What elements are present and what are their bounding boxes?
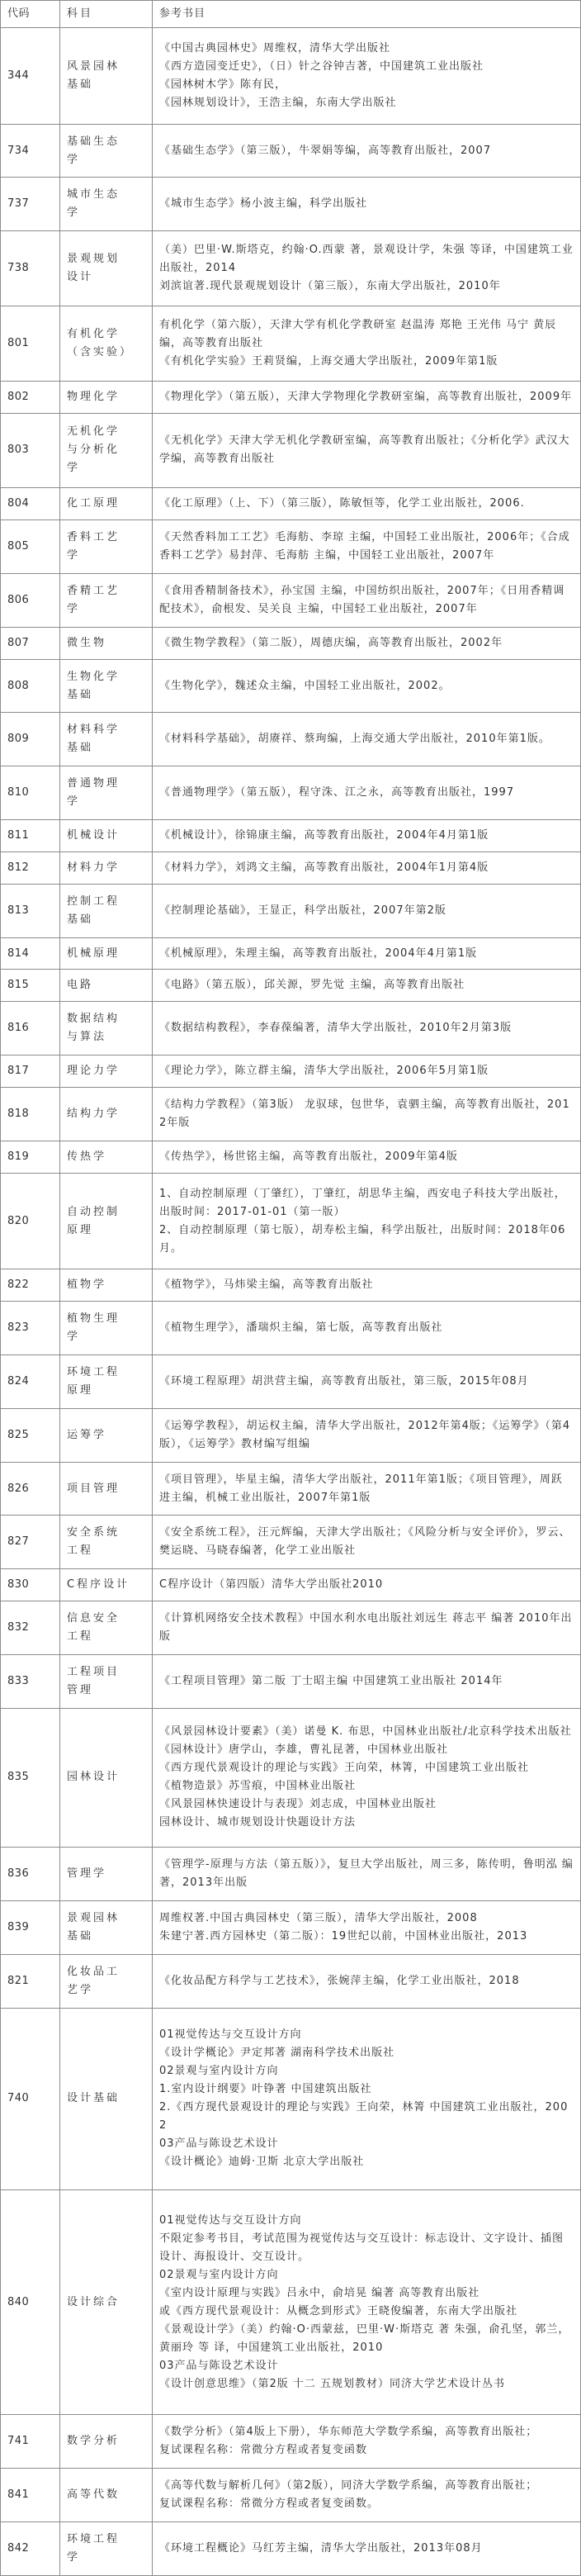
reference-line: 《物理化学》（第五版），天津大学物理化学教研室编，高等教育出版社，2009年	[159, 390, 573, 403]
course-code: 817	[1, 1056, 60, 1088]
reference-line: 02景观与室内设计方向	[159, 2268, 279, 2281]
course-subject: 机械设计	[60, 820, 153, 852]
course-subject: 工程项目管理	[60, 1655, 153, 1709]
reference-line: 《微生物学教程》（第二版），周德庆编，高等教育出版社，2002年	[159, 636, 503, 649]
course-code: 833	[1, 1655, 60, 1709]
course-code: 803	[1, 414, 60, 489]
table-row	[1, 1901, 581, 1955]
reference-line: 《结构力学教程》（第3版） 龙驭球，包世华，袁驷主编，高等教育出版社，2012年版	[159, 1098, 570, 1129]
reference-line: 《项目管理》，毕星主编，清华大学出版社，2011年第1版；《项目管理》，周跃进主编，机械工业出版社，2007年第1版	[159, 1473, 563, 1504]
reference-line: 《传热学》，杨世铭主编，高等教育出版社，2009年第4版	[159, 1150, 458, 1163]
reference-books	[153, 970, 581, 1002]
reference-line: 《环境工程概论》马红芳主编，清华大学出版社，2013年08月	[159, 2541, 483, 2555]
reference-books	[153, 2190, 581, 2415]
course-code: 801	[1, 306, 60, 382]
reference-line: 《电路》（第五版），邱关源，罗先觉 主编，高等教育出版社	[159, 979, 465, 992]
table-row	[1, 1355, 581, 1409]
reference-line: 《计算机网络安全技术教程》中国水利水电出版社刘远生 蒋志平 编著 2010年出版	[159, 1611, 573, 1643]
reference-line: 《设计概论》迪姆·卫斯 北京大学出版社	[159, 2156, 365, 2169]
reference-line: 复试课程名称：常微分方程或者复变函数。	[159, 2497, 380, 2510]
reference-line: 朱建宁著.西方园林史（第二版）：19世纪以前，中国林业出版社，2013	[159, 1929, 528, 1943]
reference-line: 《中国古典园林史》周维权，清华大学出版社	[159, 41, 391, 55]
reference-line: 《高等代数与解析几何》（第2版），同济大学数学系编，高等教育出版社；	[159, 2479, 538, 2492]
course-subject: 机械原理	[60, 938, 153, 970]
course-code: 802	[1, 382, 60, 414]
table-row	[1, 2469, 581, 2522]
reference-books	[153, 574, 581, 628]
reference-line: 有机化学（第六版），天津大学有机化学教研室 赵温涛 郑艳 王光伟 马宁 黄辰 编，高等教育出版社	[159, 318, 557, 349]
course-code: 805	[1, 520, 60, 574]
reference-line: 或《西方现代景观设计：从概念到形式》王晓俊编著，东南大学出版社	[159, 2304, 518, 2317]
course-subject: 控制工程基础	[60, 885, 153, 938]
course-subject: 微生物	[60, 628, 153, 660]
course-subject: 城市生态学	[60, 178, 153, 231]
course-code: 738	[1, 231, 60, 306]
reference-line: 复试课程名称：常微分方程或者复变函数	[159, 2444, 368, 2457]
reference-line: 《园林规划设计》，王浩主编，东南大学出版社	[159, 96, 397, 109]
course-subject: 无机化学与分析化学	[60, 414, 153, 489]
reference-books	[153, 2469, 581, 2522]
course-code: 824	[1, 1355, 60, 1409]
reference-books	[153, 885, 581, 938]
course-code: 812	[1, 852, 60, 885]
reference-line: 《环境工程原理》胡洪营主编，高等教育出版社，第三版，2015年08月	[159, 1374, 529, 1388]
course-subject: 运筹学	[60, 1409, 153, 1463]
reference-line: 《景观设计学》（美）约翰·O·西蒙兹，巴里·W·斯塔克 著 朱强，俞孔坚，郭兰，黄丽玲 等 译，中国建筑工业出版社，2010	[159, 2322, 570, 2354]
course-code: 741	[1, 2415, 60, 2469]
reference-books	[153, 1709, 581, 1848]
reference-books	[153, 713, 581, 766]
table-row	[1, 574, 581, 628]
reference-line: 园林设计、城市规划设计快题设计方法	[159, 1816, 357, 1829]
course-code: 840	[1, 2190, 60, 2415]
reference-line: （美）巴里·W.斯塔克，约翰·O.西蒙 著，景观设计学，朱强 等译，中国建筑工业出版社，2014	[159, 244, 574, 275]
course-subject: 环境工程原理	[60, 1355, 153, 1409]
course-code: 814	[1, 938, 60, 970]
table-row	[1, 1848, 581, 1901]
course-subject: 普通物理学	[60, 766, 153, 820]
reference-line: 《机械原理》，朱理主编，高等教育出版社，2004年4月第1版	[159, 946, 478, 960]
reference-line: 《安全系统工程》，汪元辉编，天津大学出版社；《风险分析与安全评价》，罗云、樊运晓、马晓春编著，化学工业出版社	[159, 1526, 571, 1558]
reference-books	[153, 660, 581, 714]
reference-books	[153, 414, 581, 489]
table-row	[1, 1709, 581, 1848]
reference-books	[153, 1269, 581, 1302]
course-subject: 设计基础	[60, 2009, 153, 2190]
reference-line: 《控制理论基础》，王显正，科学出版社，2007年第2版	[159, 904, 446, 917]
course-code: 734	[1, 125, 60, 178]
reference-line: 2.《西方现代景观设计的理论与实践》王向荣，林箐 中国建筑工业出版社，2002	[159, 2101, 569, 2132]
course-subject: 项目管理	[60, 1463, 153, 1516]
course-code: 830	[1, 1569, 60, 1601]
reference-line: 《植物生理学》，潘瑞炽主编，第七版，高等教育出版社	[159, 1321, 443, 1335]
reference-line: 2、自动控制原理（第七版），胡寿松主编，科学出版社，出版时间：2018年06月。	[159, 1223, 566, 1255]
course-code: 737	[1, 178, 60, 231]
course-code: 808	[1, 660, 60, 714]
reference-line: 03产品与陈设艺术设计	[159, 2137, 279, 2151]
course-code: 825	[1, 1409, 60, 1463]
reference-line: 《无机化学》天津大学无机化学教研室编，高等教育出版社；《分析化学》武汉大学编，高等教育出版社	[159, 434, 570, 466]
table-row	[1, 28, 581, 125]
reference-books	[153, 1088, 581, 1141]
table-row	[1, 852, 581, 885]
reference-line: 01视觉传达与交互设计方向	[159, 2028, 302, 2042]
reference-books	[153, 28, 581, 125]
reference-line: 1.室内设计纲要》叶铮著 中国建筑出版社	[159, 2083, 372, 2096]
course-code: 839	[1, 1901, 60, 1955]
reference-line: 1、自动控制原理（丁肇红），丁肇红，胡思华主编，西安电子科技大学出版社，出版时间：2017-01-01（第一版）	[159, 1187, 566, 1218]
course-code: 344	[1, 28, 60, 125]
reference-books	[153, 1355, 581, 1409]
course-code: 820	[1, 1174, 60, 1270]
reference-line: 03产品与陈设艺术设计	[159, 2359, 279, 2372]
reference-books	[153, 1601, 581, 1655]
reference-line: 刘滨谊著.现代景观规划设计（第三版），东南大学出版社，2010年	[159, 280, 501, 293]
course-subject: 材料力学	[60, 852, 153, 885]
reference-books	[153, 1002, 581, 1056]
reference-line: 《园林树木学》陈有民，	[159, 78, 287, 91]
reference-line: 《室内设计原理与实践》吕永中，俞培晃 编著 高等教育出版社	[159, 2286, 480, 2299]
course-code: 842	[1, 2522, 60, 2576]
reference-books	[153, 1141, 581, 1174]
course-subject: 植物学	[60, 1269, 153, 1302]
reference-line: 《生物化学》，魏述众主编，中国轻工业出版社，2002。	[159, 679, 451, 692]
course-subject: 有机化学（含实验）	[60, 306, 153, 382]
reference-books	[153, 231, 581, 306]
reference-books	[153, 1302, 581, 1355]
table-row	[1, 1463, 581, 1516]
course-code: 823	[1, 1302, 60, 1355]
reference-line: 《材料力学》，刘鸿文主编，高等教育出版社，2004年1月第4版	[159, 861, 489, 874]
reference-books	[153, 1848, 581, 1901]
course-subject: 结构力学	[60, 1088, 153, 1141]
table-row	[1, 2190, 581, 2415]
course-subject: 传热学	[60, 1141, 153, 1174]
course-code: 815	[1, 970, 60, 1002]
reference-books	[153, 1901, 581, 1955]
reference-line: 《有机化学实验》王莉贤编，上海交通大学出版社，2009年第1版	[159, 354, 498, 368]
reference-line: 《管理学-原理与方法（第五版）》，复旦大学出版社，周三多，陈传明，鲁明泓 编著，2013年出版	[159, 1858, 574, 1890]
table-row	[1, 660, 581, 714]
table-row	[1, 628, 581, 660]
course-subject: 数据结构与算法	[60, 1002, 153, 1056]
reference-books	[153, 766, 581, 820]
course-code: 841	[1, 2469, 60, 2522]
reference-line: 《食用香精制备技术》，孙宝国 主编，中国纺织出版社，2007年；《日用香精调配技术》，俞根发、吴关良 主编，中国轻工业出版社，2007年	[159, 584, 565, 615]
reference-line: 《风景园林设计要素》（美）诺曼 K. 布思，中国林业出版社/北京科学技术出版社	[159, 1725, 572, 1739]
reference-books	[153, 1056, 581, 1088]
reference-books	[153, 628, 581, 660]
table-row	[1, 713, 581, 766]
course-subject: 高等代数	[60, 2469, 153, 2522]
course-subject: 物理化学	[60, 382, 153, 414]
course-code: 836	[1, 1848, 60, 1901]
course-code: 826	[1, 1463, 60, 1516]
course-subject: 理论力学	[60, 1056, 153, 1088]
header-references: 参考书目	[153, 1, 581, 28]
course-code: 819	[1, 1141, 60, 1174]
course-subject: 景观园林基础	[60, 1901, 153, 1955]
course-subject: 安全系统工程	[60, 1516, 153, 1569]
reference-books	[153, 2522, 581, 2576]
course-subject: 信息安全工程	[60, 1601, 153, 1655]
course-subject: 植物生理学	[60, 1302, 153, 1355]
course-subject: 自动控制原理	[60, 1174, 153, 1270]
reference-line: 《机械设计》，徐锦康主编，高等教育出版社，2004年4月第1版	[159, 829, 489, 842]
course-subject: 香精工艺学	[60, 574, 153, 628]
table-row	[1, 2522, 581, 2576]
table-row	[1, 1409, 581, 1463]
course-code: 804	[1, 488, 60, 520]
reference-books	[153, 820, 581, 852]
course-subject: 电路	[60, 970, 153, 1002]
header-row	[1, 1, 581, 28]
course-code: 807	[1, 628, 60, 660]
reference-line: 《园林设计》唐学山，李雄，曹礼昆著，中国林业出版社	[159, 1743, 449, 1757]
course-subject: 材料科学基础	[60, 713, 153, 766]
course-subject: 环境工程学	[60, 2522, 153, 2576]
reference-line: 《化妆品配方科学与工艺技术》，张婉萍主编，化学工业出版社，2018	[159, 1974, 520, 1987]
reference-line: 《设计学概论》尹定邦著 湖南科学技术出版社	[159, 2047, 395, 2060]
course-code: 811	[1, 820, 60, 852]
table-row	[1, 306, 581, 382]
reference-books	[153, 2009, 581, 2190]
reference-line: 《西方造园变迁史》，（日）针之谷钟吉著，中国建筑工业出版社	[159, 59, 484, 73]
course-code: 835	[1, 1709, 60, 1848]
table-row	[1, 1174, 581, 1270]
table-row	[1, 2415, 581, 2469]
course-subject: C程序设计	[60, 1569, 153, 1601]
course-subject: 生物化学基础	[60, 660, 153, 714]
reference-line: 《化工原理》（上、下）（第三版），陈敏恒等，化学工业出版社，2006.	[159, 497, 525, 510]
reference-line: 《数学分析》（第4版上下册），华东师范大学数学系编，高等教育出版社；	[159, 2426, 538, 2439]
reference-books	[153, 938, 581, 970]
course-subject: 设计综合	[60, 2190, 153, 2415]
course-subject: 园林设计	[60, 1709, 153, 1848]
reference-books	[153, 1569, 581, 1601]
table-row	[1, 125, 581, 178]
reference-books	[153, 178, 581, 231]
course-subject: 香料工艺学	[60, 520, 153, 574]
table-row	[1, 382, 581, 414]
course-subject: 基础生态学	[60, 125, 153, 178]
reference-line: 01视觉传达与交互设计方向	[159, 2213, 302, 2227]
reference-books	[153, 1955, 581, 2009]
course-code: 822	[1, 1269, 60, 1302]
reference-books	[153, 306, 581, 382]
reference-line: 02景观与室内设计方向	[159, 2065, 279, 2078]
table-row	[1, 1269, 581, 1302]
course-subject: 化工原理	[60, 488, 153, 520]
table-row	[1, 488, 581, 520]
table-row	[1, 178, 581, 231]
table-row	[1, 1516, 581, 1569]
reference-books	[153, 1655, 581, 1709]
reference-line: 《材料科学基础》，胡赓祥、蔡珣编，上海交通大学出版社，2010年第1版。	[159, 733, 550, 746]
reference-line: 周维权著.中国古典园林史（第三版），清华大学出版社，2008	[159, 1911, 478, 1924]
table-row	[1, 1056, 581, 1088]
reference-line: 《理论力学》，陈立群主编，清华大学出版社，2006年5月第1版	[159, 1065, 489, 1078]
reference-line: 《西方现代景观设计的理论与实践》王向荣，林箐，中国建筑工业出版社	[159, 1762, 530, 1775]
course-code: 832	[1, 1601, 60, 1655]
reference-line: C程序设计（第四版）清华大学出版社2010	[159, 1578, 384, 1592]
header-subject: 科目	[60, 1, 153, 28]
course-subject: 管理学	[60, 1848, 153, 1901]
course-code: 818	[1, 1088, 60, 1141]
reference-books	[153, 488, 581, 520]
table-row	[1, 1569, 581, 1601]
table-row	[1, 1088, 581, 1141]
course-subject: 化妆品工艺学	[60, 1955, 153, 2009]
reference-line: 《设计创意思维》（第2版 十二 五规划教材）同济大学艺术设计丛书	[159, 2377, 506, 2390]
table-row	[1, 885, 581, 938]
table-row	[1, 1141, 581, 1174]
course-code: 816	[1, 1002, 60, 1056]
reference-line: 《植物学》，马炜梁主编，高等教育出版社	[159, 1279, 374, 1292]
reference-line: 《运筹学教程》，胡运权主编，清华大学出版社，2012年第4版；《运筹学》（第4版），《运筹学》教材编写组编	[159, 1419, 571, 1450]
course-code: 810	[1, 766, 60, 820]
reference-line: 《城市生态学》杨小波主编，科学出版社	[159, 197, 368, 211]
reference-line: 《植物造景》苏雪痕，中国林业出版社	[159, 1780, 357, 1793]
course-code: 809	[1, 713, 60, 766]
reference-line: 不限定参考书目，考试范围为视觉传达与交互设计：标志设计、文字设计、插图设计、海报设计、交互设计。	[159, 2232, 564, 2263]
course-code: 740	[1, 2009, 60, 2190]
reference-books	[153, 520, 581, 574]
table-row	[1, 1955, 581, 2009]
reference-books	[153, 1174, 581, 1270]
reference-line: 《基础生态学》（第三版），牛翠娟等编，高等教育出版社，2007	[159, 144, 492, 157]
course-subject: 风景园林基础	[60, 28, 153, 125]
reference-line: 《数据结构教程》，李春葆编著，清华大学出版社，2010年2月第3版	[159, 1022, 513, 1035]
table-row	[1, 414, 581, 489]
reference-books	[153, 382, 581, 414]
table-row	[1, 520, 581, 574]
table-row	[1, 231, 581, 306]
table-row	[1, 1002, 581, 1056]
table-row	[1, 766, 581, 820]
course-code: 827	[1, 1516, 60, 1569]
reference-line: 《工程项目管理》第二版 丁士昭主编 中国建筑工业出版社 2014年	[159, 1674, 503, 1687]
course-code: 806	[1, 574, 60, 628]
table-header	[1, 1, 581, 28]
table-row	[1, 1601, 581, 1655]
course-code: 813	[1, 885, 60, 938]
reference-books	[153, 125, 581, 178]
header-code: 代码	[1, 1, 60, 28]
reference-line: 《风景园林快速设计与表现》刘志成，中国林业出版社	[159, 1798, 437, 1811]
course-subject: 数学分析	[60, 2415, 153, 2469]
table-row	[1, 1655, 581, 1709]
reference-books	[153, 1463, 581, 1516]
reference-books	[153, 2415, 581, 2469]
reference-books	[153, 1516, 581, 1569]
table-row	[1, 938, 581, 970]
reference-books	[153, 852, 581, 885]
reference-books	[153, 1409, 581, 1463]
table-body	[1, 28, 581, 2576]
course-subject: 景观规划设计	[60, 231, 153, 306]
reference-line: 《天然香料加工工艺》毛海舫、李琼 主编，中国轻工业出版社，2006年；《合成香料工艺学》易封萍、毛海舫 主编，中国轻工业出版社，2007年	[159, 531, 570, 562]
table-row	[1, 1302, 581, 1355]
course-code: 821	[1, 1955, 60, 2009]
table-row	[1, 820, 581, 852]
table-row	[1, 970, 581, 1002]
reference-line: 《普通物理学》（第五版），程守洙、江之永，高等教育出版社，1997	[159, 786, 515, 799]
table-row	[1, 2009, 581, 2190]
